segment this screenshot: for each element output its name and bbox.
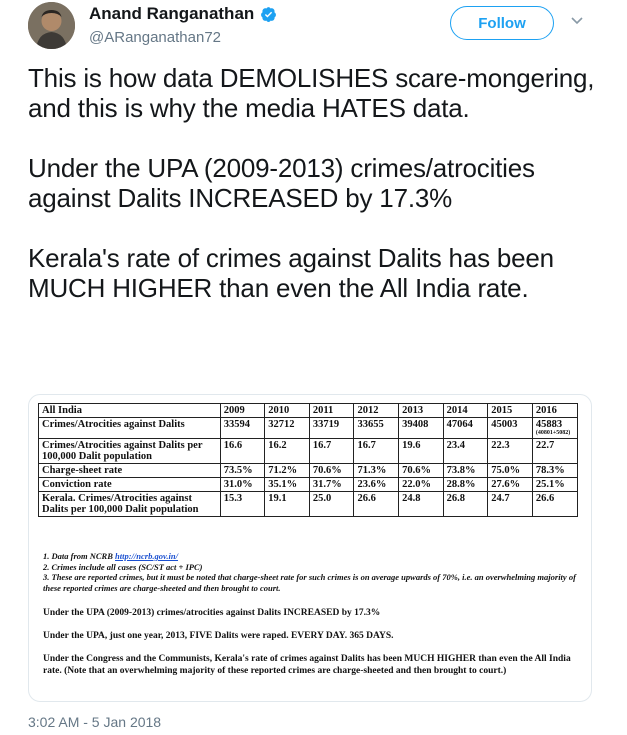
table-cell: 2014	[443, 404, 488, 418]
table-cell: 73.5%	[220, 464, 265, 478]
table-cell	[532, 418, 577, 439]
table-cell: 31.7%	[309, 478, 354, 492]
summary-line: Under the UPA (2009-2013) crimes/atrocities against Dalits INCREASED by 17.3%	[43, 608, 381, 618]
table-cell-subnote: (40801+5082)	[535, 430, 571, 436]
table-cell: 39408	[399, 418, 444, 439]
table-cell: 23.4	[443, 439, 488, 464]
table-cell: 19.1	[265, 492, 310, 517]
table-cell: Charge-sheet rate	[39, 464, 221, 478]
table-cell: 15.3	[220, 492, 265, 517]
table-cell: 31.0%	[220, 478, 265, 492]
table-row	[39, 478, 578, 492]
tweet-timestamp[interactable]: 3:02 AM - 5 Jan 2018	[28, 714, 162, 730]
table-cell: 16.7	[354, 439, 399, 464]
table-cell: All India	[39, 404, 221, 418]
table-cell: Kerala. Crimes/Atrocities against Dalits per 100,000 Dalit population	[39, 492, 221, 517]
data-table	[38, 403, 578, 517]
image-summary	[43, 607, 583, 688]
table-cell: 24.7	[488, 492, 533, 517]
author-name[interactable]: Anand Ranganathan	[89, 4, 255, 23]
avatar[interactable]	[28, 2, 75, 49]
tweet-paragraph: Kerala's rate of crimes against Dalits has been MUCH HIGHER than even the All India rate.	[28, 243, 554, 303]
footnote-text: 1. Data from NCRB	[43, 551, 116, 561]
footnote: 2. Crimes include all cases (SC/ST act + IPC)	[43, 561, 203, 572]
table-cell: 71.2%	[265, 464, 310, 478]
table-cell: 75.0%	[488, 464, 533, 478]
author-name-row[interactable]	[89, 4, 277, 24]
table-cell: 2015	[488, 404, 533, 418]
author-handle[interactable]: @ARanganathan72	[89, 29, 221, 46]
table-cell: 33719	[309, 418, 354, 439]
table-cell: 2009	[220, 404, 265, 418]
table-cell: 35.1%	[265, 478, 310, 492]
table-header-row	[39, 404, 578, 418]
follow-button[interactable]: Follow	[450, 6, 554, 40]
table-cell: 2011	[309, 404, 354, 418]
table-cell: 47064	[443, 418, 488, 439]
table-cell: 73.8%	[443, 464, 488, 478]
table-cell: 16.2	[265, 439, 310, 464]
table-cell: Crimes/Atrocities against Dalits per 100,000 Dalit population	[39, 439, 221, 464]
table-cell: 22.3	[488, 439, 533, 464]
chevron-down-icon[interactable]	[570, 14, 584, 28]
ncrb-link[interactable]: http://ncrb.gov.in/	[115, 551, 179, 561]
table-cell: 70.6%	[309, 464, 354, 478]
table-cell: 25.0	[309, 492, 354, 517]
table-cell: 16.6	[220, 439, 265, 464]
table-cell: 78.3%	[532, 464, 577, 478]
table-cell: 2012	[354, 404, 399, 418]
verified-badge-icon	[260, 6, 277, 23]
table-cell: 33594	[220, 418, 265, 439]
table-cell: 45003	[488, 418, 533, 439]
table-cell: 70.6%	[399, 464, 444, 478]
table-cell-value: 45883	[535, 419, 563, 430]
table-row	[39, 492, 578, 517]
table-cell: Crimes/Atrocities against Dalits	[39, 418, 221, 439]
table-cell: 28.8%	[443, 478, 488, 492]
table-cell: 23.6%	[354, 478, 399, 492]
table-cell: 16.7	[309, 439, 354, 464]
table-cell: 26.6	[532, 492, 577, 517]
table-cell: 71.3%	[354, 464, 399, 478]
table-cell: Conviction rate	[39, 478, 221, 492]
tweet-text	[28, 63, 608, 333]
table-cell: 2013	[399, 404, 444, 418]
table-cell: 25.1%	[532, 478, 577, 492]
table-row	[39, 418, 578, 439]
tweet-paragraph: This is how data DEMOLISHES scare-mongering, and this is why the media HATES data.	[28, 63, 595, 123]
table-cell: 19.6	[399, 439, 444, 464]
table-cell: 24.8	[399, 492, 444, 517]
table-cell: 2016	[532, 404, 577, 418]
table-cell: 27.6%	[488, 478, 533, 492]
table-row	[39, 464, 578, 478]
table-cell: 22.0%	[399, 478, 444, 492]
table-footnotes	[43, 551, 583, 593]
footnote: 3. These are reported crimes, but it must be noted that charge-sheet rate for such crimes is on average upwards of 70%, i.e. an overwhelming majority of these reported crimes are charge-sheeted and then brought to court.	[43, 572, 576, 593]
table-cell: 2010	[265, 404, 310, 418]
footnote	[43, 551, 583, 562]
avatar-image	[28, 2, 75, 49]
summary-line: Under the Congress and the Communists, Kerala's rate of crimes against Dalits has been MUCH HIGHER than even the All India rate. (Note that an overwhelming majority of these reported crimes are charge-sheeted and then brought to court.)	[43, 654, 571, 676]
table-cell: 33655	[354, 418, 399, 439]
table-cell: 32712	[265, 418, 310, 439]
summary-line: Under the UPA, just one year, 2013, FIVE Dalits were raped. EVERY DAY. 365 DAYS.	[43, 631, 394, 641]
tweet-paragraph: Under the UPA (2009-2013) crimes/atrocities against Dalits INCREASED by 17.3%	[28, 153, 535, 213]
table-cell: 22.7	[532, 439, 577, 464]
table-cell: 26.6	[354, 492, 399, 517]
table-cell: 26.8	[443, 492, 488, 517]
attached-image[interactable]	[28, 394, 592, 702]
table-row	[39, 439, 578, 464]
